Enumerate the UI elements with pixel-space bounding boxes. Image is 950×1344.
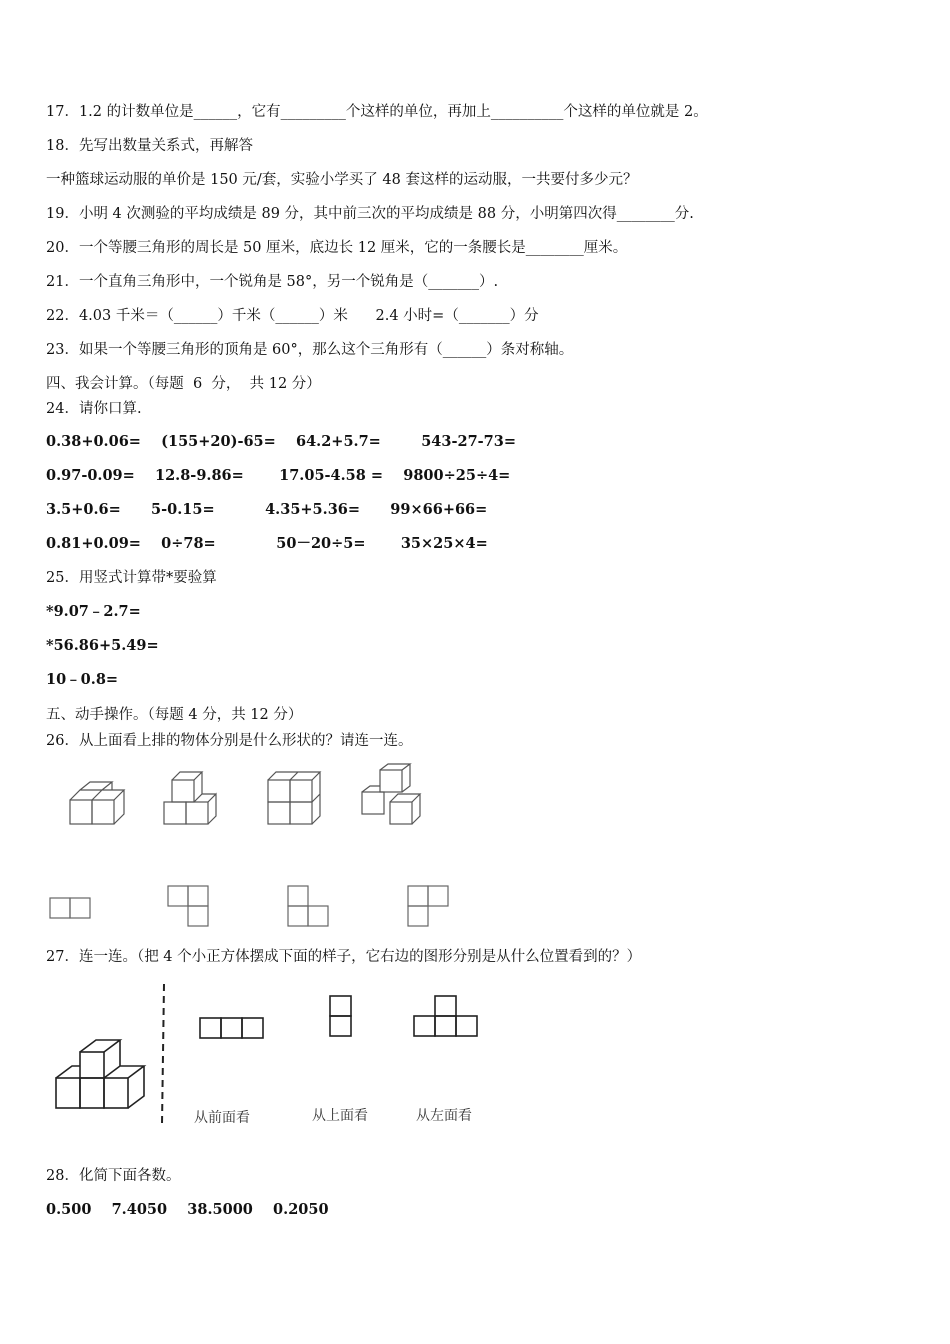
cube-group-1	[70, 782, 124, 824]
vertical-calc: 10﹣0.8=	[46, 671, 119, 688]
question-26: 26．从上面看上排的物体分别是什么形状的？请连一连。	[46, 733, 413, 749]
calc-row: 0.38+0.06= (155+20)-65= 64.2+5.7= 543-27-73=	[46, 433, 517, 450]
question-25: 25．用竖式计算带*要验算	[46, 570, 217, 586]
calc-row: 0.97-0.09= 12.8-9.86= 17.05-4.58 = 9800÷25÷4=	[46, 467, 511, 484]
question-23: 23．如果一个等腰三角形的顶角是 60°，那么这个三角形有（______）条对称轴。	[46, 342, 574, 358]
question-18-text: 一种篮球运动服的单价是 150 元/套，实验小学买了 48 套这样的运动服，一共要付多少元？	[46, 172, 638, 188]
question-22: 22．4.03 千米＝（______）千米（______）米 2.4 小时=（_______）分	[46, 308, 539, 324]
question-27: 27．连一连。（把 4 个小正方体摆成下面的样子，它右边的图形分别是从什么位置看到的？）	[46, 949, 642, 965]
view-3	[288, 886, 328, 926]
cube-stack	[56, 1040, 144, 1108]
top-view	[330, 996, 351, 1036]
q26-views	[40, 882, 460, 932]
calc-row: 3.5+0.6= 5-0.15= 4.35+5.36= 99×66+66=	[46, 501, 488, 518]
label-top: 从上面看	[312, 1108, 368, 1124]
vertical-calc: *56.86+5.49=	[46, 637, 159, 654]
section-4-title: 四、我会计算。（每题 6 分， 共 12 分）	[46, 376, 321, 392]
divider-dashed	[162, 984, 164, 1124]
calc-row: 0.81+0.09= 0÷78= 50－20÷5= 35×25×4=	[46, 535, 488, 552]
label-left: 从左面看	[416, 1108, 472, 1124]
view-4	[408, 886, 448, 926]
section-5-title: 五、动手操作。（每题 4 分，共 12 分）	[46, 707, 303, 723]
question-21: 21．一个直角三角形中，一个锐角是 58°，另一个锐角是（_______）.	[46, 274, 499, 290]
cube-group-3	[268, 772, 320, 824]
question-18: 18．先写出数量关系式，再解答	[46, 138, 253, 154]
cube-group-2	[164, 772, 216, 824]
view-1	[50, 898, 90, 918]
view-2	[168, 886, 208, 926]
q27-figure	[50, 982, 510, 1132]
cube-group-4	[362, 764, 420, 824]
question-20: 20．一个等腰三角形的周长是 50 厘米，底边长 12 厘米，它的一条腰长是________厘米。	[46, 240, 628, 256]
vertical-calc: *9.07﹣2.7=	[46, 603, 141, 620]
question-17: 17．1.2 的计数单位是______，它有_________个这样的单位，再加上__________个这样的单位就是 2。	[46, 104, 708, 120]
q28-numbers: 0.500 7.4050 38.5000 0.2050	[46, 1201, 329, 1218]
front-view	[200, 1018, 263, 1038]
label-front: 从前面看	[194, 1110, 250, 1126]
question-19: 19．小明 4 次测验的平均成绩是 89 分，其中前三次的平均成绩是 88 分，小明第四次得________分.	[46, 206, 694, 222]
left-view	[414, 996, 477, 1036]
q26-objects	[60, 760, 440, 830]
question-24: 24．请你口算.	[46, 401, 142, 417]
question-28: 28．化简下面各数。	[46, 1168, 181, 1184]
